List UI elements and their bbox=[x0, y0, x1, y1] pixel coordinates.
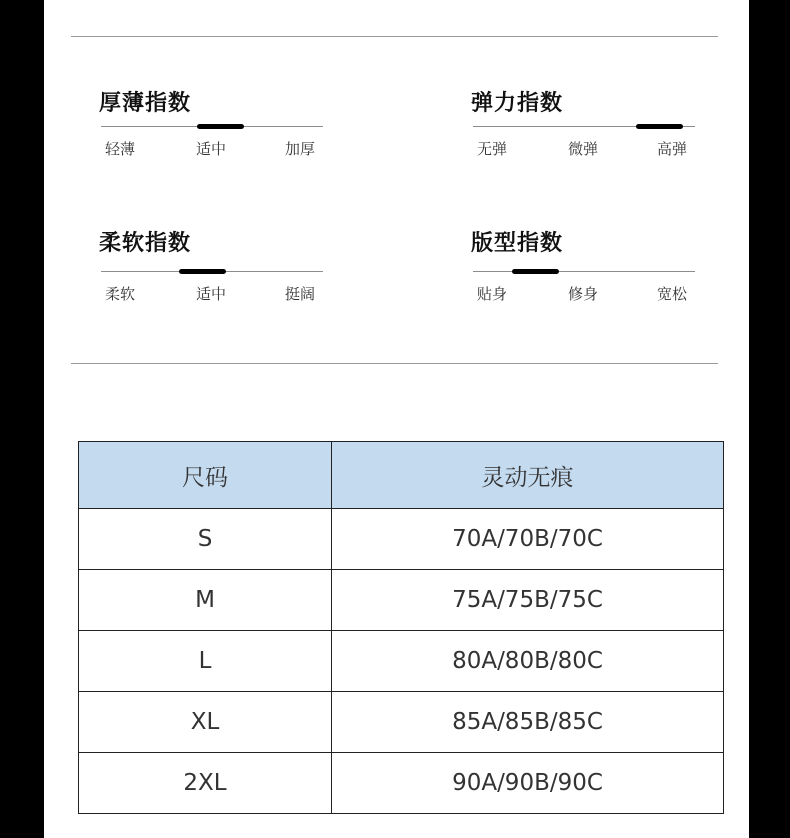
scale-label: 加厚 bbox=[285, 140, 316, 158]
product-detail-page bbox=[44, 0, 749, 838]
scale-label: 微弹 bbox=[568, 140, 599, 158]
bottom-divider bbox=[71, 363, 718, 364]
index-title: 弹力指数 bbox=[471, 91, 564, 116]
size-cell: L bbox=[79, 631, 332, 692]
size-cell: 2XL bbox=[79, 753, 332, 814]
cup-size-cell: 75A/75B/75C bbox=[332, 570, 724, 631]
scale-label: 柔软 bbox=[105, 285, 136, 303]
scale-label: 适中 bbox=[196, 140, 227, 158]
size-cell: M bbox=[79, 570, 332, 631]
scale-label: 轻薄 bbox=[105, 140, 136, 158]
index-scale bbox=[101, 271, 323, 272]
index-marker bbox=[636, 124, 683, 129]
index-scale bbox=[101, 126, 323, 127]
table-header-row bbox=[79, 442, 724, 509]
index-title: 版型指数 bbox=[471, 231, 564, 256]
scale-label: 修身 bbox=[568, 285, 599, 303]
scale-label: 贴身 bbox=[477, 285, 508, 303]
cup-size-cell: 85A/85B/85C bbox=[332, 692, 724, 753]
index-scale bbox=[473, 126, 695, 127]
scale-label: 无弹 bbox=[477, 140, 508, 158]
thickness-index bbox=[101, 86, 323, 176]
top-divider bbox=[71, 36, 718, 37]
index-scale bbox=[473, 271, 695, 272]
index-marker bbox=[197, 124, 244, 129]
index-marker bbox=[512, 269, 559, 274]
table-row bbox=[79, 631, 724, 692]
size-table bbox=[78, 441, 724, 814]
elasticity-index bbox=[473, 86, 695, 176]
size-cell: S bbox=[79, 509, 332, 570]
softness-index bbox=[101, 226, 323, 316]
table-row bbox=[79, 753, 724, 814]
scale-label: 挺阔 bbox=[285, 285, 316, 303]
size-cell: XL bbox=[79, 692, 332, 753]
index-title: 柔软指数 bbox=[99, 231, 192, 256]
scale-label: 适中 bbox=[196, 285, 227, 303]
product-column-header: 灵动无痕 bbox=[332, 442, 724, 509]
scale-label: 高弹 bbox=[657, 140, 688, 158]
cup-size-cell: 80A/80B/80C bbox=[332, 631, 724, 692]
cup-size-cell: 70A/70B/70C bbox=[332, 509, 724, 570]
index-marker bbox=[179, 269, 226, 274]
table-row bbox=[79, 692, 724, 753]
cup-size-cell: 90A/90B/90C bbox=[332, 753, 724, 814]
index-title: 厚薄指数 bbox=[99, 91, 192, 116]
scale-label: 宽松 bbox=[657, 285, 688, 303]
size-column-header: 尺码 bbox=[79, 442, 332, 509]
table-row bbox=[79, 509, 724, 570]
table-row bbox=[79, 570, 724, 631]
fit-index bbox=[473, 226, 695, 316]
